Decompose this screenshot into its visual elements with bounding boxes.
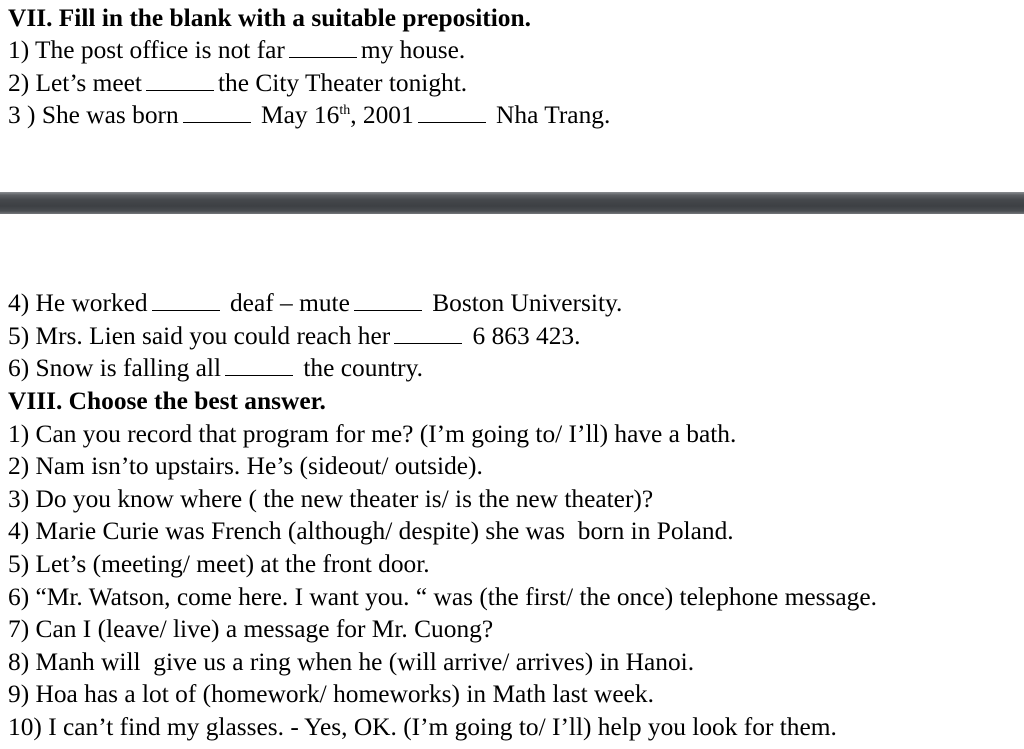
item-number: 4) [8, 517, 30, 545]
item-text: 6 863 423. [472, 322, 581, 350]
answer-blank [183, 100, 251, 123]
page-divider [0, 192, 1024, 214]
item-text: Can I (leave/ live) a message for Mr. Cuong? [35, 615, 494, 643]
item-number: 1) [8, 36, 30, 64]
answer-blank [289, 35, 357, 58]
item-number: 3) [8, 485, 30, 513]
item-text: Nha Trang. [496, 101, 611, 129]
item-text: “Mr. Watson, come here. I want you. “ was (the first/ the once) telephone message. [35, 583, 877, 611]
item-number: 10) [8, 713, 42, 741]
fill-blank-item-5 [8, 321, 580, 351]
choice-item-1 [8, 419, 736, 449]
item-number: 5) [8, 550, 30, 578]
ordinal-suffix: th [339, 103, 351, 118]
item-text: She was born [41, 101, 179, 129]
choice-item-5 [8, 549, 430, 579]
choice-item-8 [8, 647, 694, 677]
fill-blank-item-4 [8, 288, 622, 318]
item-text: my house. [360, 36, 466, 64]
answer-blank [146, 68, 214, 91]
item-text: Let’s (meeting/ meet) at the front door. [35, 550, 430, 578]
item-number: 6) [8, 583, 30, 611]
item-text: Nam isn’to upstairs. He’s (sideout/ outside). [35, 452, 483, 480]
item-number: 9) [8, 680, 30, 708]
item-text: Snow is falling all [35, 354, 221, 382]
item-number: 4) [8, 289, 30, 317]
item-text: the City Theater tonight. [217, 69, 468, 97]
item-number: 6) [8, 354, 30, 382]
item-text: , 2001 [350, 101, 414, 129]
item-number: 3 ) [8, 101, 36, 129]
item-number: 1) [8, 420, 30, 448]
item-number: 2) [8, 452, 30, 480]
section-7-heading: VII. Fill in the blank with a suitable preposition. [8, 4, 531, 32]
choice-item-3 [8, 484, 653, 514]
item-text: Can you record that program for me? (I’m going to/ I’ll) have a bath. [35, 420, 737, 448]
choice-item-6 [8, 582, 877, 612]
item-number: 8) [8, 648, 30, 676]
section-8-heading: VIII. Choose the best answer. [8, 387, 326, 415]
answer-blank [152, 288, 220, 311]
item-text: Boston University. [432, 289, 623, 317]
fill-blank-item-1 [8, 35, 465, 65]
answer-blank [225, 353, 293, 376]
item-text: Manh will give us a ring when he (will arrive/ arrives) in Hanoi. [35, 648, 695, 676]
item-text: Let’s meet [35, 69, 142, 97]
item-text: Do you know where ( the new theater is/ is the new theater)? [35, 485, 654, 513]
item-text: the country. [303, 354, 423, 382]
item-number: 2) [8, 69, 30, 97]
choice-item-10 [8, 712, 837, 742]
choice-item-7 [8, 614, 493, 644]
item-text: Marie Curie was French (although/ despite) she was born in Poland. [35, 517, 734, 545]
item-number: 7) [8, 615, 30, 643]
fill-blank-item-6 [8, 353, 423, 383]
item-text: Hoa has a lot of (homework/ homeworks) in Math last week. [35, 680, 654, 708]
item-text: He worked [35, 289, 148, 317]
choice-item-4 [8, 516, 734, 546]
fill-blank-item-2 [8, 68, 467, 98]
answer-blank [354, 288, 422, 311]
item-text: I can’t find my glasses. - Yes, OK. (I’m going to/ I’ll) help you look for them. [48, 713, 837, 741]
item-number: 5) [8, 322, 30, 350]
choice-item-9 [8, 679, 654, 709]
choice-item-2 [8, 451, 483, 481]
answer-blank [394, 321, 462, 344]
item-text: Mrs. Lien said you could reach her [35, 322, 391, 350]
item-text: May 16 [261, 101, 340, 129]
fill-blank-item-3 [8, 100, 610, 130]
item-text: deaf – mute [229, 289, 350, 317]
answer-blank [418, 100, 486, 123]
item-text: The post office is not far [35, 36, 285, 64]
